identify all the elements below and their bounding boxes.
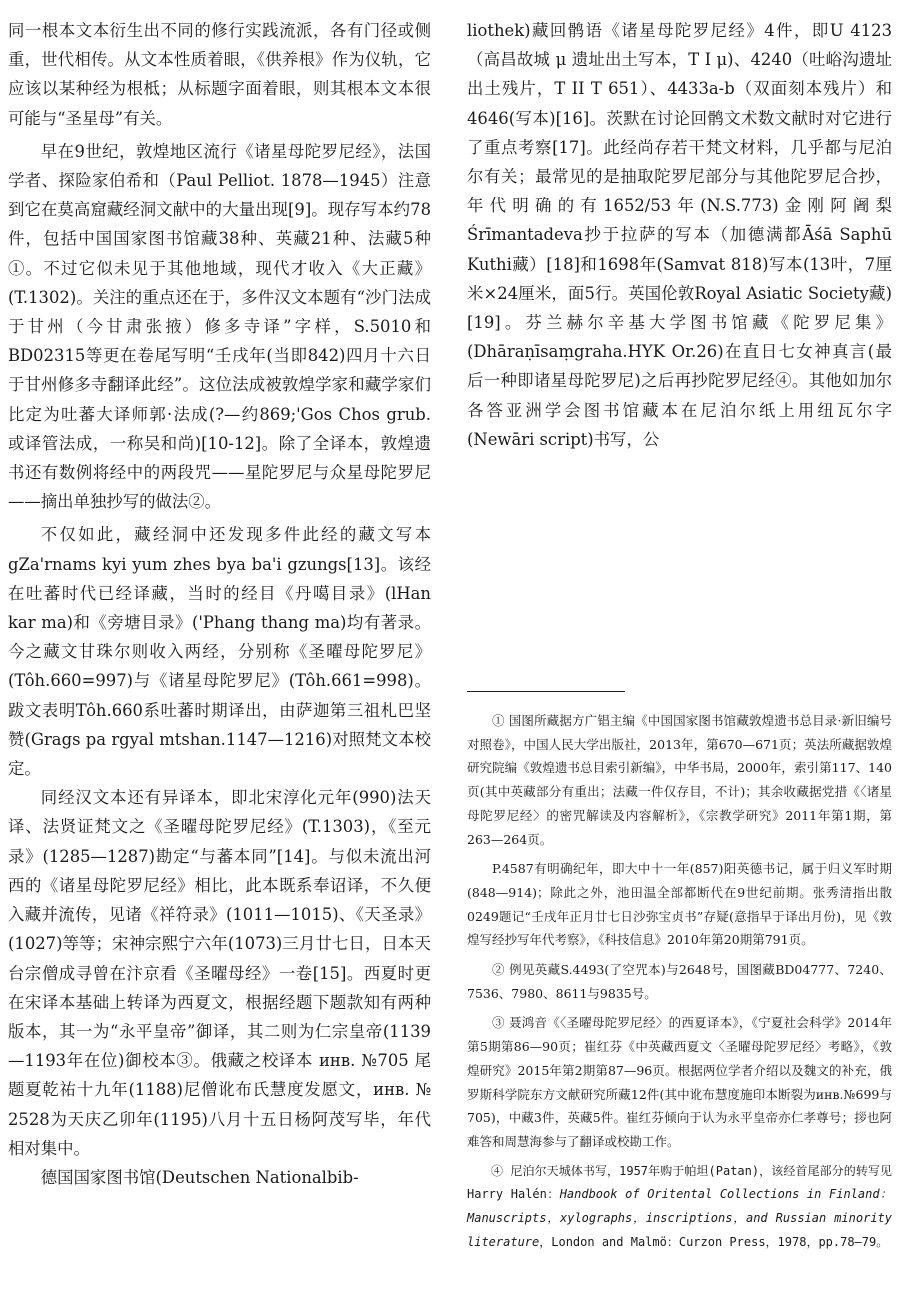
footnote-4 bbox=[467, 1160, 892, 1255]
footnote-4-text: ④ 尼泊尔天城体书写，1957年购于帕坦(Patan)，该经首尾部分的转写见Harry Halén： bbox=[467, 1163, 892, 1202]
body-paragraph: 同经汉文本还有异译本，即北宋淳化元年(990)法天译、法贤证梵文之《圣曜母陀罗尼经》(T.1303)，《至元录》(1285—1287)勘定“与蕃本同”[14]。与似未流出河西的《诸星母陀罗尼经》相比，此本既系奉诏译，不久便入藏并流传，见诸《祥符录》(1011—1015)、《天圣录》(1027)等等；宋神宗熙宁六年(1073)三月廿七日，日本天台宗僧成寻曾在汴京看《圣曜母经》一卷[15]。西夏时更在宋译本基础上转译为西夏文，根据经题下题款知有两种版本，其一为“永平皇帝”御译，其二则为仁宗皇帝(1139—1193年在位)御校本③。俄藏之校译本 инв. №705 尾题夏乾祐十九年(1188)尼僧讹布氏慧度发愿文，инв. № 2528为天庆乙卯年(1195)八月十五日杨阿茂写毕，年代相对集中。 bbox=[8, 788, 431, 1158]
body-paragraph: 不仅如此，藏经洞中还发现多件此经的藏文写本 gZa'rnams kyi yum zhes bya ba'i gzungs[13]。该经在吐蕃时代已经译藏，当时的经目《丹噶目录》(lHan kar ma)和《旁塘目录》('Phang thang ma)均有著录。今之藏文甘珠尔则收入两经，分别称《圣曜母陀罗尼》(Tôh.660=997)与《诸星母陀罗尼》(Tôh.661=998)。跋文表明Tôh.660系吐蕃时期译出，由萨迦第三祖札巴坚赞(Grags pa rgyal mtshan.1147—1216)对照梵文本校定。 bbox=[8, 525, 431, 779]
left-column bbox=[8, 16, 431, 1192]
footnotes bbox=[467, 709, 892, 1260]
footnote-1-continued: P.4587有明确纪年，即大中十一年(857)阳英德书记，属于归义军时期(848—914)；除此之外，池田温全部都断代在9世纪前期。张秀清指出散0249题记“壬戌年正月廿七日沙弥宝贞书”存疑(意指早于译出月份)，见《敦煌写经抄写年代考察》，《科技信息》2010年第20期第791页。 bbox=[467, 861, 892, 948]
body-paragraph: 早在9世纪，敦煌地区流行《诸星母陀罗尼经》，法国学者、探险家伯希和（Paul Pelliot. 1878—1945）注意到它在莫高窟藏经洞文献中的大量出现[9]。现存写本约78件，包括中国国家图书馆藏38种、英藏21种、法藏5种①。不过它似未见于其他地域，现代才收入《大正藏》(T.1302)。关注的重点还在于，多件汉文本题有“沙门法成于甘州（今甘肃张掖）修多寺译”字样，S.5010和BD02315等更在卷尾写明“壬戌年(当即842)四月十六日于甘州修多寺翻译此经”。这位法成被敦煌学家和藏学家们比定为吐蕃大译师郭·法成(?—约869;'Gos Chos grub. 或译管法成，一称吴和尚)[10-12]。除了全译本，敦煌遗书还有数例将经中的两段咒——星陀罗尼与众星母陀罗尼——摘出单独抄写的做法②。 bbox=[8, 141, 431, 512]
footnote-4-book-title: Handbook of Oritental Collections in Finland：Manuscripts，xylographs，inscriptions，and Russian minority literature bbox=[467, 1187, 892, 1249]
right-column bbox=[467, 16, 892, 454]
body-paragraph: 同一根本文本衍生出不同的修行实践流派，各有门径或侧重，世代相传。从文本性质着眼，《供养根》作为仪轨，它应该以某种经为根柢；从标题字面着眼，则其根本文本很可能与“圣星母”有关。 bbox=[8, 21, 431, 128]
footnote-1: ① 国图所藏据方广锠主编《中国国家图书馆藏敦煌遗书总目录·新旧编号对照卷》，中国人民大学出版社，2013年，第670—671页；英法所藏据敦煌研究院编《敦煌遗书总目索引新编》，中华书局，2000年，索引第117、140页(其中英藏部分有重出；法藏一件仅存目，不计)；其余收藏据党措《〈诸星母陀罗尼经〉的密咒解读及内容解析》，《宗教学研究》2011年第1期，第263—264页。 bbox=[467, 713, 892, 847]
body-paragraph: 德国国家图书馆(Deutschen Nationalbib- bbox=[40, 1167, 359, 1187]
footnote-3: ③ 聂鸿音《〈圣曜母陀罗尼经〉的西夏译本》，《宁夏社会科学》2014年第5期第86—90页；崔红芬《中英藏西夏文〈圣曜母陀罗尼经〉考略》，《敦煌研究》2015年第2期第87—96页。根据两位学者介绍以及魏文的补充，俄罗斯科学院东方文献研究所藏12件(其中讹布慧度施印本断裂为инв.№699与705)，中藏3件，英藏5件。崔红芬倾向于认为永平皇帝亦仁孝尊号；拶也阿难答和周慧海参与了翻译或校勘工作。 bbox=[467, 1015, 892, 1149]
footnote-separator bbox=[467, 691, 625, 692]
footnote-4-imprint: ，London and Malmö：Curzon Press，1978，pp.78—79。 bbox=[539, 1234, 889, 1249]
body-paragraph: liothek)藏回鹘语《诸星母陀罗尼经》4件，即U 4123（高昌故城 μ 遗址出土写本，T I μ)、4240（吐峪沟遗址出土残片，T II T 651）、4433a-b（双面刻本残片）和4646(写本)[16]。茨默在讨论回鹘文术数文献时对它进行了重点考察[17]。此经尚存若干梵文材料，几乎都与尼泊尔有关；最常见的是抽取陀罗尼部分与其他陀罗尼合抄，年代明确的有1652/53年(N.S.773)金刚阿阇梨Śrīmantadeva抄于拉萨的写本（加德满都Āśā Saphū Kuthi藏）[18]和1698年(Samvat 818)写本(13叶，7厘米×24厘米，面5行。英国伦敦Royal Asiatic Society藏)[19]。芬兰赫尔辛基大学图书馆藏《陀罗尼集》(Dhāraṇīsaṃgraha.HYK Or.26)在直日七女神真言(最后一种即诸星母陀罗尼)之后再抄陀罗尼经④。其他如加尔各答亚洲学会图书馆藏本在尼泊尔纸上用纽瓦尔字(Newāri script)书写，公 bbox=[467, 21, 892, 449]
footnote-2: ② 例见英藏S.4493(了空咒本)与2648号，国图藏BD04777、7240、7536、7980、8611与9835号。 bbox=[467, 962, 892, 1001]
